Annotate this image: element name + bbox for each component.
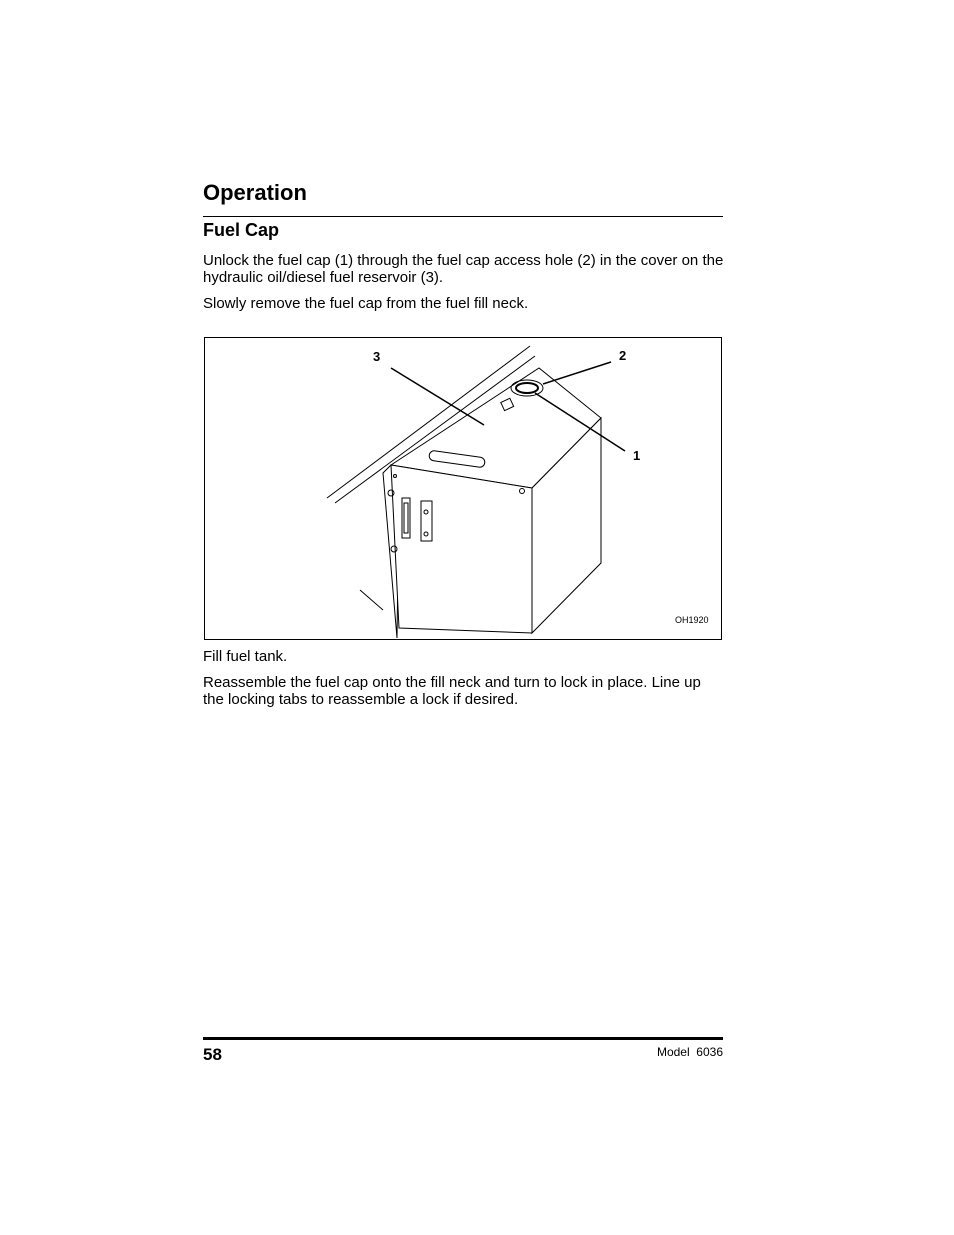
instruction-paragraph-reassemble: Reassemble the fuel cap onto the fill neck and turn to lock in place. Line up the locking tabs to reassemble a lock if desired. — [203, 674, 701, 708]
callout-2: 2 — [619, 348, 627, 363]
section-divider — [203, 216, 723, 217]
fuel-reservoir-illustration — [205, 338, 721, 639]
figure-id: OH1920 — [675, 615, 709, 625]
model-label: Model 6036 — [656, 1045, 723, 1059]
subsection-title: Fuel Cap — [203, 220, 280, 240]
footer-divider — [203, 1037, 723, 1040]
fuel-reservoir-figure — [204, 337, 722, 640]
instruction-paragraph-fill: Fill fuel tank. — [203, 648, 288, 665]
page-number: 58 — [203, 1045, 222, 1064]
instruction-paragraph-remove: Slowly remove the fuel cap from the fuel fill neck. — [203, 295, 529, 312]
callout-3: 3 — [373, 349, 381, 364]
instruction-paragraph-unlock: Unlock the fuel cap (1) through the fuel cap access hole (2) in the cover on the hydraulic oil/diesel fuel reservoir (3). — [203, 252, 724, 286]
callout-1: 1 — [633, 448, 641, 463]
section-title: Operation — [203, 180, 307, 205]
